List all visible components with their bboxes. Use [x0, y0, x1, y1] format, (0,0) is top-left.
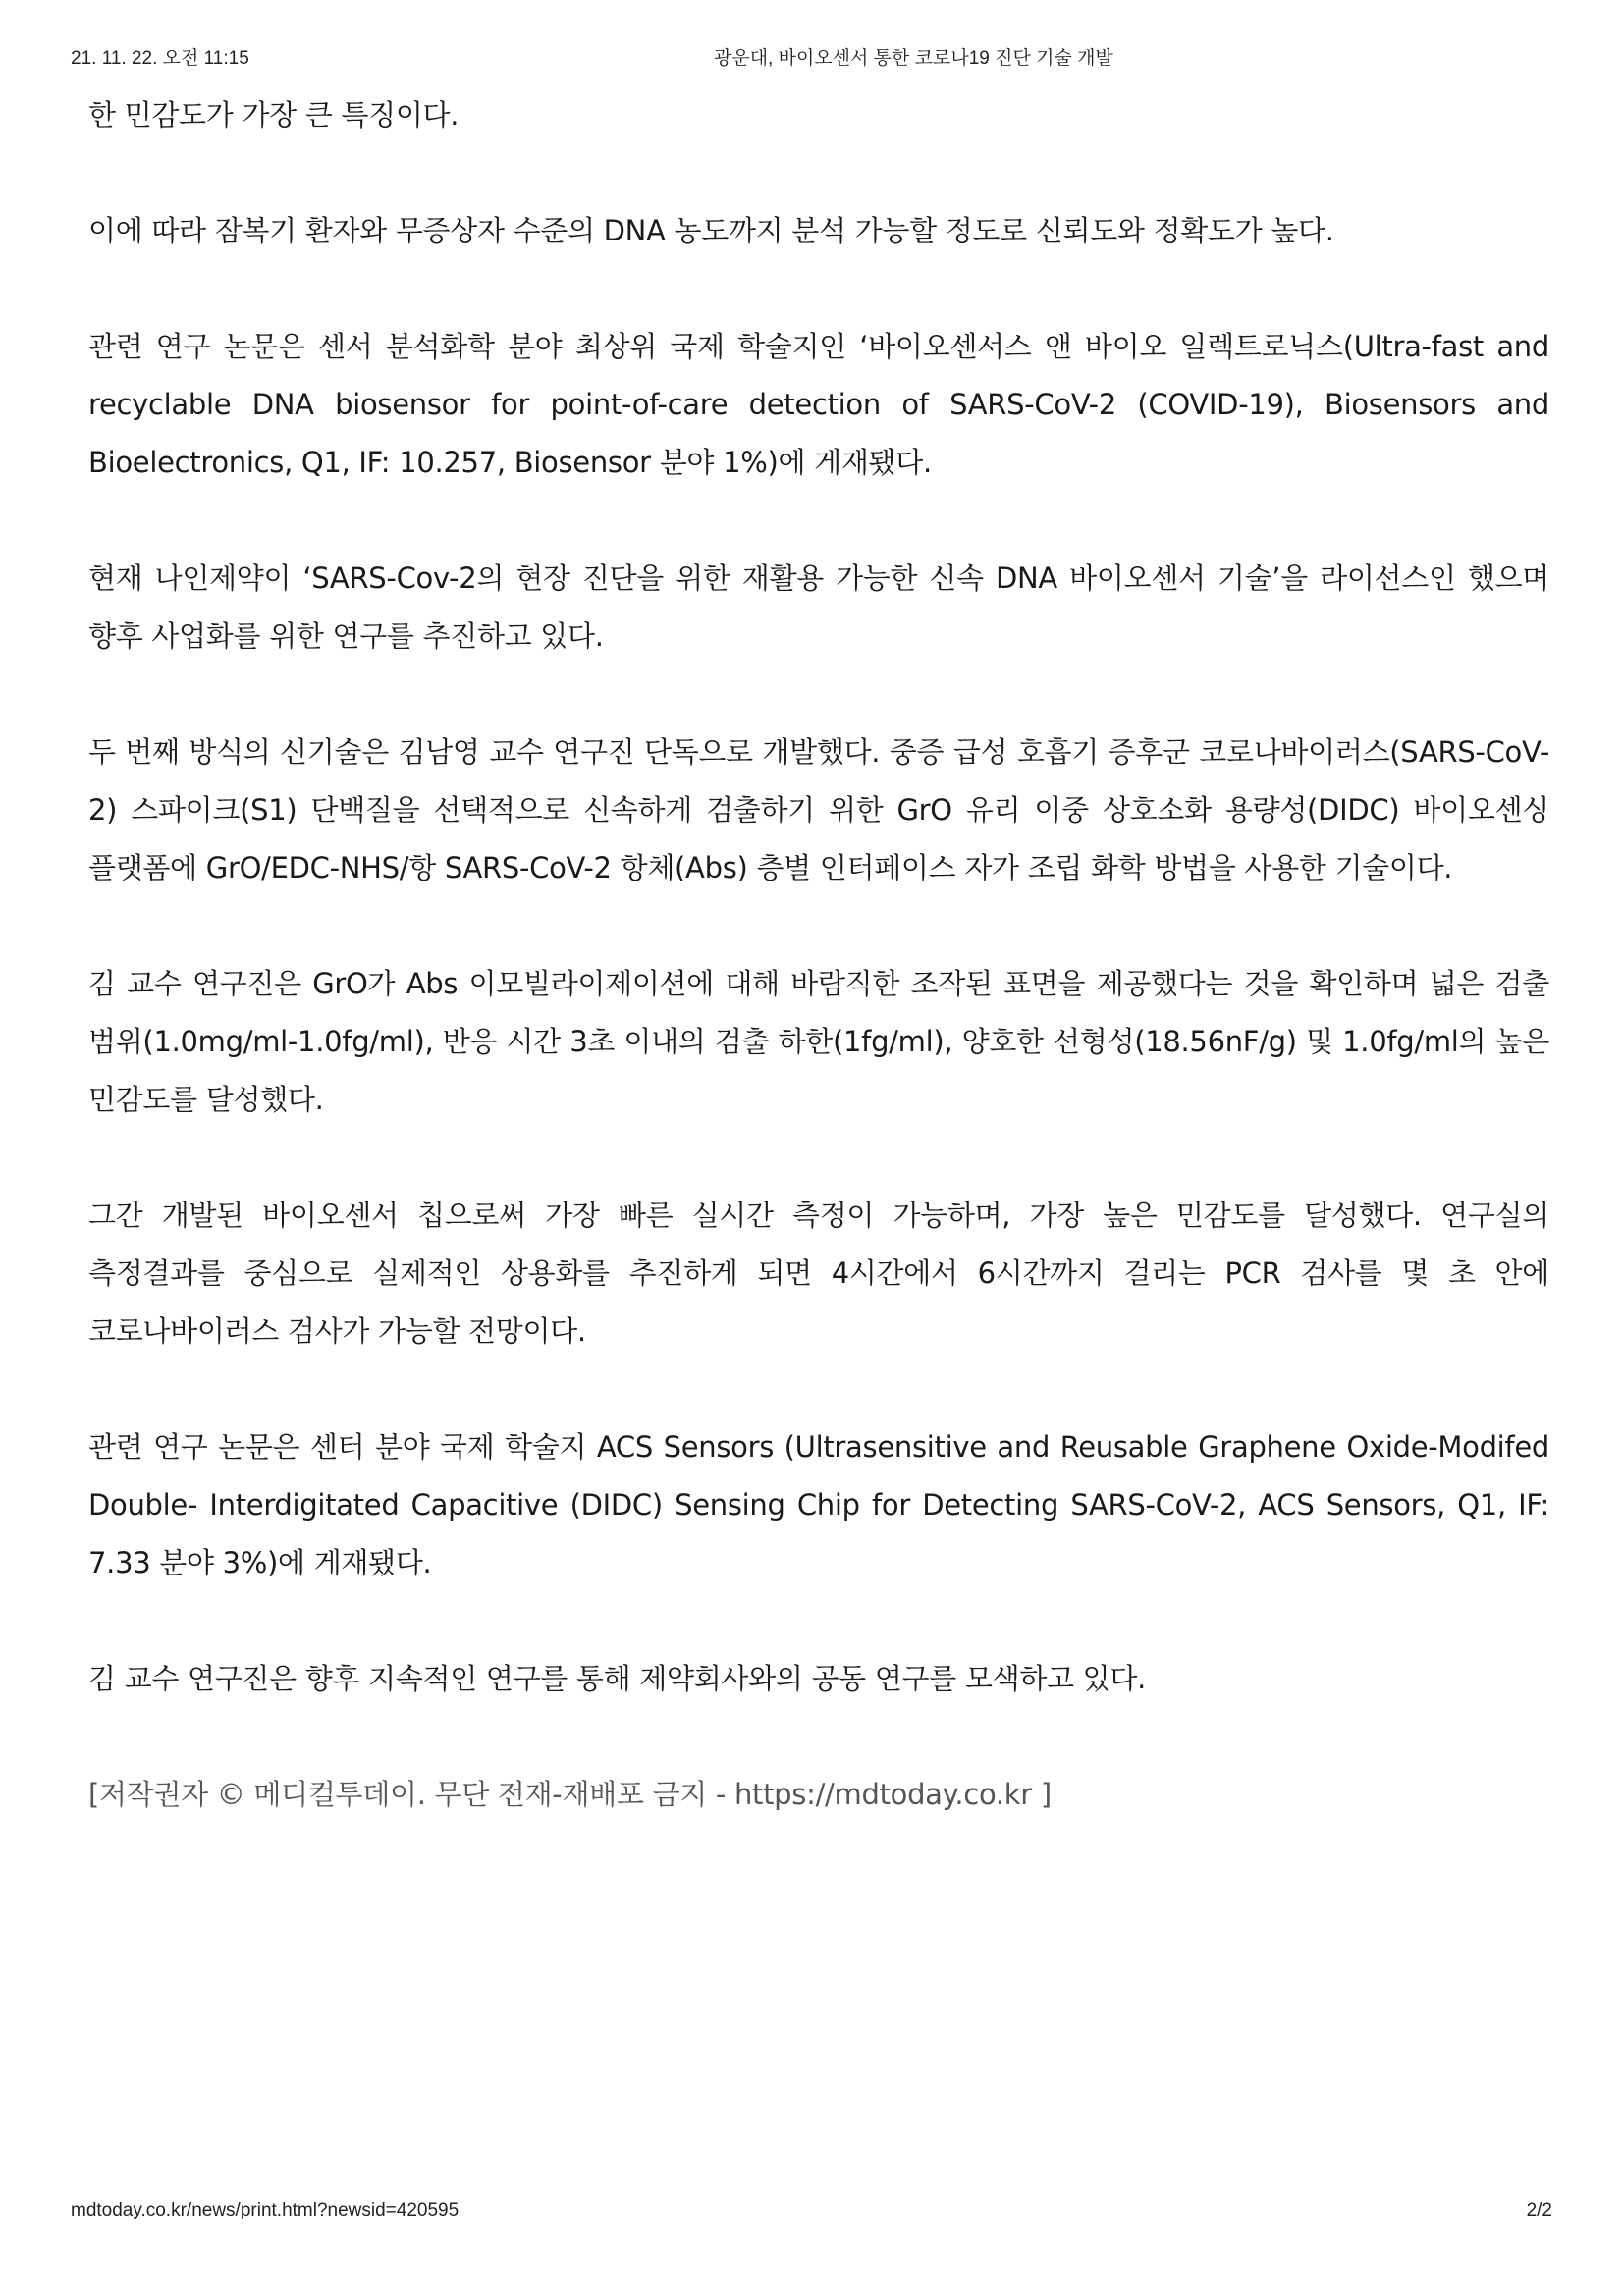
- article-title: 광운대, 바이오센서 통한 코로나19 진단 기술 개발: [714, 48, 1113, 69]
- article-paragraph: 두 번째 방식의 신기술은 김남영 교수 연구진 단독으로 개발했다. 중증 급성 호흡기 증후군 코로나바이러스(SARS-CoV-2) 스파이크(S1) 단백질을 선택적으로 신속하게 검출하기 위한 GrO 유리 이중 상호소화 용량성(DIDC) 바이오센싱 플랫폼에 GrO/EDC-NHS/항 SARS-CoV-2 항체(Abs) 층별 인터페이스 자가 조립 화학 방법을 사용한 기술이다.: [88, 735, 1549, 884]
- article-paragraph: 김 교수 연구진은 향후 지속적인 연구를 통해 제약회사와의 공동 연구를 모색하고 있다.: [88, 1662, 1147, 1695]
- print-footer: [71, 2200, 1552, 2227]
- print-header: [71, 43, 1552, 71]
- page-url: mdtoday.co.kr/news/print.html?newsid=420595: [71, 2200, 460, 2220]
- article-paragraph: 관련 연구 논문은 센터 분야 국제 학술지 ACS Sensors (Ultrasensitive and Reusable Graphene Oxide-Modifed Double- Interdigitated Capacitive (DIDC) Sensing Chip for Detecting SARS-CoV-2, ACS Sensors, Q1, IF: 7.33 분야 3%)에 게재됐다.: [88, 1430, 1549, 1579]
- print-datetime: 21. 11. 22. 오전 11:15: [71, 48, 249, 69]
- article-paragraph: 관련 연구 논문은 센서 분석화학 분야 최상위 국제 학술지인 ‘바이오센서스 앤 바이오 일렉트로닉스(Ultra-fast and recyclable DNA biosensor for point-of-care detection of SARS-CoV-2 (COVID-19), Biosensors and Bioelectronics, Q1, IF: 10.257, Biosensor 분야 1%)에 게재됐다.: [88, 330, 1549, 479]
- article-paragraph: 그간 개발된 바이오센서 칩으로써 가장 빠른 실시간 측정이 가능하며, 가장 높은 민감도를 달성했다. 연구실의 측정결과를 중심으로 실제적인 상용화를 추진하게 되면 4시간에서 6시간까지 걸리는 PCR 검사를 몇 초 안에 코로나바이러스 검사가 가능할 전망이다.: [88, 1199, 1549, 1348]
- article-body: [88, 86, 1549, 1824]
- page-number: 2/2: [1526, 2200, 1552, 2220]
- article-paragraph: 현재 나인제약이 ‘SARS-Cov-2의 현장 진단을 위한 재활용 가능한 신속 DNA 바이오센서 기술’을 라이선스인 했으며 향후 사업화를 위한 연구를 추진하고 있다.: [88, 561, 1549, 653]
- copyright-notice: [저작권자 © 메디컬투데이. 무단 전재-재배포 금지 - https://mdtoday.co.kr ]: [88, 1778, 1052, 1811]
- article-paragraph: 이에 따라 잠복기 환자와 무증상자 수준의 DNA 농도까지 분석 가능할 정도로 신뢰도와 정확도가 높다.: [88, 214, 1334, 247]
- article-paragraph: 김 교수 연구진은 GrO가 Abs 이모빌라이제이션에 대해 바람직한 조작된 표면을 제공했다는 것을 확인하며 넓은 검출 범위(1.0mg/ml-1.0fg/ml), 반응 시간 3초 이내의 검출 하한(1fg/ml), 양호한 선형성(18.56nF/g) 및 1.0fg/ml의 높은 민감도를 달성했다.: [88, 967, 1549, 1116]
- article-paragraph: 한 민감도가 가장 큰 특징이다.: [88, 98, 460, 132]
